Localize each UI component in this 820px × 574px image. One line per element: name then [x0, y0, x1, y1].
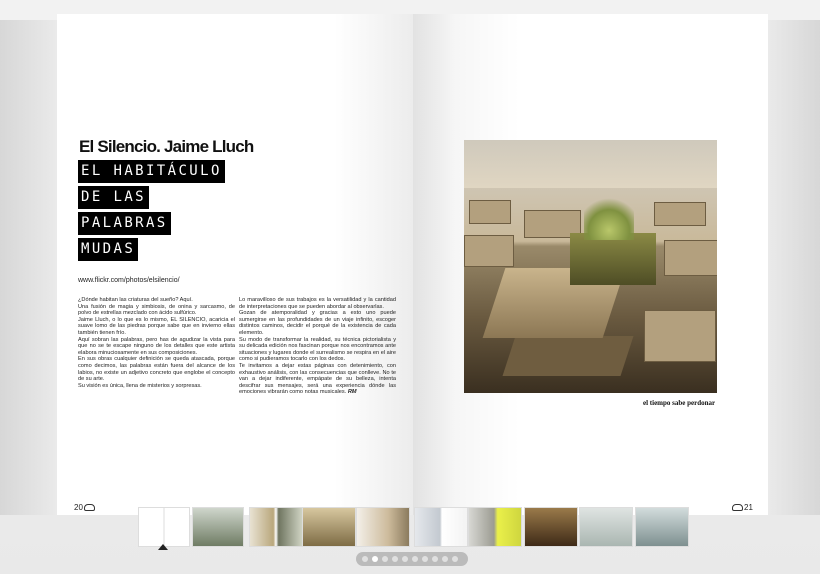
page-dot[interactable]	[362, 556, 368, 562]
article-column-1	[78, 297, 235, 389]
thumbnail[interactable]	[579, 507, 633, 547]
article-column-2	[239, 297, 396, 396]
headline-line: DE LAS	[78, 186, 225, 209]
page-left[interactable]	[57, 14, 413, 515]
page-right[interactable]	[413, 14, 768, 515]
stone-block	[644, 310, 716, 362]
thumbnail[interactable]	[249, 507, 303, 547]
headline-line: EL HABITÁCULO	[78, 160, 225, 183]
thumbnail[interactable]	[414, 507, 468, 547]
thumbnail[interactable]	[468, 507, 522, 547]
artwork-photo	[464, 140, 717, 393]
paragraph: Su modo de transformar la realidad, su técnica pictorialista y su delicada edición nos fascinan porque nos encontramos ante situaciones y lugares donde el surrealismo se respira en el aire como si pudieramos tocarlo con los dedos.	[239, 336, 396, 363]
paragraph: ¿Dónde habitan las criaturas del sueño? Aquí.	[78, 297, 193, 303]
page-dot[interactable]	[422, 556, 428, 562]
headline-line: PALABRAS	[78, 212, 225, 235]
paragraph: Gozan de atemporalidad y gracias a esto uno puede sumergirse en las profundidades de un viaje infinito, escoger distintos caminos, decidir el porqué de la existencia de cada elemento.	[239, 310, 396, 336]
stone-block	[464, 235, 514, 267]
cloud-icon	[84, 504, 95, 511]
page-dot[interactable]	[432, 556, 438, 562]
page-indicator[interactable]	[356, 552, 468, 566]
source-url[interactable]: www.flickr.com/photos/elsilencio/	[78, 277, 180, 284]
page-number-left: 20	[74, 503, 96, 512]
article-headline	[78, 160, 225, 264]
cloud-icon	[732, 504, 743, 511]
thumbnail[interactable]	[635, 507, 689, 547]
paragraph: Su visión es única, llena de misterios y sorpresas.	[78, 382, 202, 389]
page-number-right: 21	[731, 503, 753, 512]
photo-caption: el tiempo sabe perdonar	[643, 399, 716, 407]
grass-tuft	[584, 192, 634, 240]
thumbnail-strip	[138, 507, 688, 547]
page-dot[interactable]	[402, 556, 408, 562]
page-dot[interactable]	[412, 556, 418, 562]
page-dot[interactable]	[452, 556, 458, 562]
paragraph: Aquí sobran las palabras, pero has de agudizar la vista para que no se te escape ninguno de los detalles que este artista elabora minuciosamente en sus composiciones.	[78, 336, 235, 356]
paragraph: Jaime Lluch, o lo que es lo mismo, EL SILENCIO, acaricia el suave lomo de las piedras porque sabe que en invierno ellas también tienen frío.	[78, 316, 235, 336]
triangle-up-icon	[158, 544, 168, 550]
stone-block-side	[503, 336, 634, 376]
page-dot-active[interactable]	[372, 556, 378, 562]
thumbnail[interactable]	[138, 507, 190, 547]
stone-block	[664, 240, 717, 276]
left-edge-shadow	[0, 20, 57, 515]
stone-block	[654, 202, 706, 226]
thumbnail[interactable]	[192, 507, 244, 547]
paragraph: Lo maravilloso de sus trabajos es la versatilidad y la cantidad de interpretaciones que se pueden abordar al observarlas.	[239, 297, 396, 310]
moss-planter	[570, 233, 656, 285]
paragraph: En sus obras cualquier definición se queda atascada, porque como decimos, las palabras están fuera del alcance de los labios, no existe un adjetivo concreto que englobe el concepto de su arte.	[78, 356, 235, 383]
paragraph: Te invitamos a dejar estas páginas con detenimiento, con exhaustivo análisis, con las consecuencias que conlleve. No te van a dejar indiferente, empápate de su belleza, intenta descifrar sus mensajes, será una experiencia dónde las emociones vibrarán como notas musicales. RM	[239, 362, 396, 396]
photo-sky	[464, 140, 717, 188]
page-dot[interactable]	[382, 556, 388, 562]
headline-line: MUDAS	[78, 238, 225, 261]
page-dot[interactable]	[442, 556, 448, 562]
paragraph: Una fusión de magia y simbiosis, de onina y sarcasmo, de polvo de estrellas mezclado con ácido sulfúrico.	[78, 303, 235, 317]
stone-block	[469, 200, 511, 224]
article-title: El Silencio. Jaime Lluch	[79, 137, 254, 156]
thumbnail[interactable]	[302, 507, 356, 547]
right-edge-shadow	[768, 20, 820, 515]
thumbnail[interactable]	[356, 507, 410, 547]
page-dot[interactable]	[392, 556, 398, 562]
signature: RM	[347, 389, 357, 396]
thumbnail[interactable]	[524, 507, 578, 547]
